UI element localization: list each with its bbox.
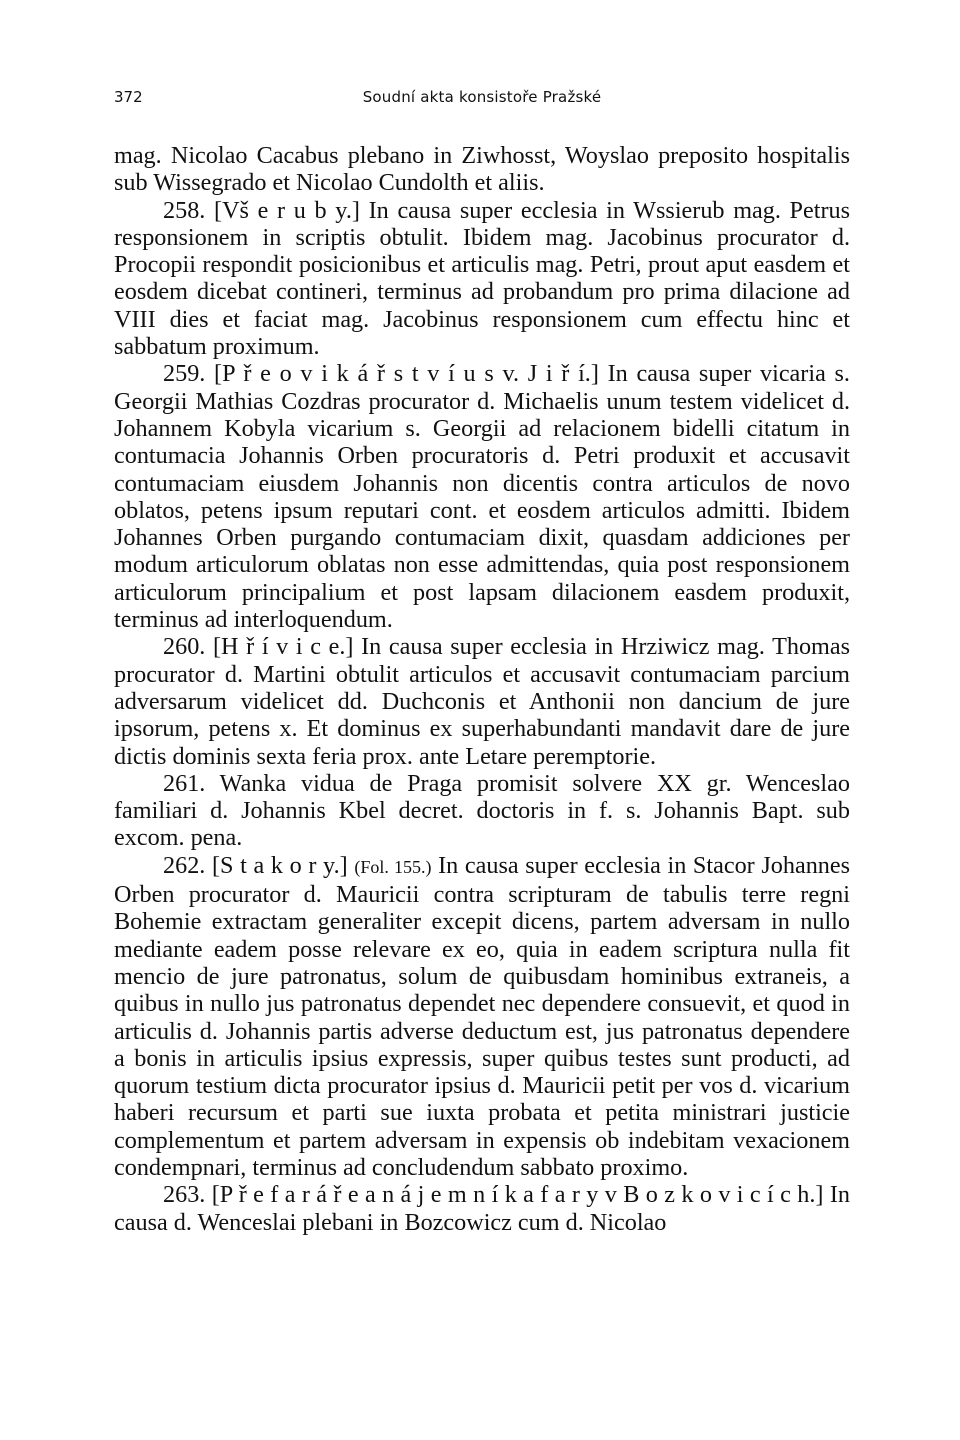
- entry-text: In causa super vicaria s. Georgii Mathias Cozdras procurator d. Michaelis unum testem videlicet d. Johannem Kobyla vicarium s. Georgii ad relacionem bidelli citatum in contumacia Johannis Orben procuratoris d. Petri produxit et accusavit contumaciam eiusdem Johannis non dicentis contra articulos de novo oblatos, petens ipsum reputari cont. et eosdem articulos admitti. Ibidem Johannes Orben purgando contumaciam dixit, quasdam addiciones per modum articulorum oblatas non esse admittendas, quia post responsionem articulorum principalium et post lapsam dilacionem easdem produxit, terminus ad interloquendum.: [114, 360, 850, 634]
- entry-title: [P ř e f a r á ř e a n á j e m n í k a f a r y v B o z k o v i c í c h.]: [211, 1181, 824, 1209]
- entry-262: [114, 852, 850, 1182]
- folio-note: (Fol. 155.): [354, 856, 432, 877]
- entry-263: [114, 1181, 850, 1236]
- entry-number: 258.: [163, 196, 206, 224]
- paragraph-text: mag. Nicolao Cacabus plebano in Ziwhosst, Woyslao preposito hospitalis sub Wissegrado et Nicolao Cundolth et aliis.: [114, 142, 850, 197]
- entry-259: [114, 360, 850, 633]
- paragraph-continuation: [114, 142, 850, 197]
- entry-260: [114, 633, 850, 769]
- running-title: Soudní akta konsistoře Pražské: [362, 88, 602, 106]
- entry-title: [P ř e o v i k á ř s t v í u s v. J i ř í.]: [214, 360, 599, 388]
- entry-number: 260.: [163, 633, 206, 661]
- entry-text: In causa super ecclesia in Wssierub mag. Petrus responsionem in scriptis obtulit. Ibidem mag. Jacobinus procurator d. Procopii respondit posicionibus et articulis mag. Petri, prout aput easdem et eosdem dicebat contineri, terminus ad probandum pro prima dilacione ad VIII dies et faciat mag. Jacobinus responsionem cum effectu hinc et sabbatum proximum.: [114, 196, 851, 361]
- entry-number: 259.: [163, 360, 206, 388]
- entry-text: In causa super ecclesia in Hrziwicz mag. Thomas procurator d. Martini obtulit articulos et accusavit contumaciam parcium adversarum videlicet dd. Duchconis et Anthonii non dancium de jure ipsorum, petens x. Et dominus ex superhabundanti mandavit dare de jure dictis dominis sexta feria prox. ante Letare peremptorie.: [114, 633, 850, 770]
- entry-number: 261.: [163, 769, 206, 797]
- entry-number: 263.: [163, 1181, 206, 1209]
- entry-number: 262.: [163, 851, 206, 879]
- page-number: 372: [114, 88, 143, 106]
- running-header: [114, 88, 850, 110]
- entry-258: [114, 197, 850, 361]
- entry-text: Wanka vidua de Praga promisit solvere XX gr. Wenceslao familiari d. Johannis Kbel decret. doctoris in f. s. Johannis Bapt. sub excom. pena.: [114, 769, 850, 852]
- entry-text: In causa super ecclesia in Stacor Johannes Orben procurator d. Mauricii contra scripturam de tabulis terre regni Bohemie extractam generaliter excepit dicens, partem adversam in nullo mediante eadem posse relevare ex eo, quia in eadem scriptura nulla fit mencio de jure patronatus, solum de quibusdam hominibus extraneis, a quibus in nullo jus patronatus dependet nec dependere consuevit, et quod in articulis d. Johannis partis adverse deductum est, jus patronatus dependere a bonis in articulis ipsius expressis, super quibus testes sunt producti, ad quorum testium dicta procurator ipsius d. Mauricii petit per vos d. vicarium haberi recursum et parti sue iuxta probata et petita ministrari justicie complementum et partem adversam in expensis ob indebitam vexacionem condempnari, terminus ad concludendum sabbato proximo.: [114, 851, 851, 1181]
- entry-text: In causa d. Wenceslai plebani in Bozcowicz cum d. Nicolao: [114, 1181, 850, 1236]
- document-body: [114, 142, 850, 1236]
- entry-title: [Vš e r u b y.]: [214, 196, 360, 224]
- entry-title: [S t a k o r y.]: [211, 851, 348, 879]
- entry-title: [H ř í v i c e.]: [212, 633, 354, 661]
- entry-261: [114, 770, 850, 852]
